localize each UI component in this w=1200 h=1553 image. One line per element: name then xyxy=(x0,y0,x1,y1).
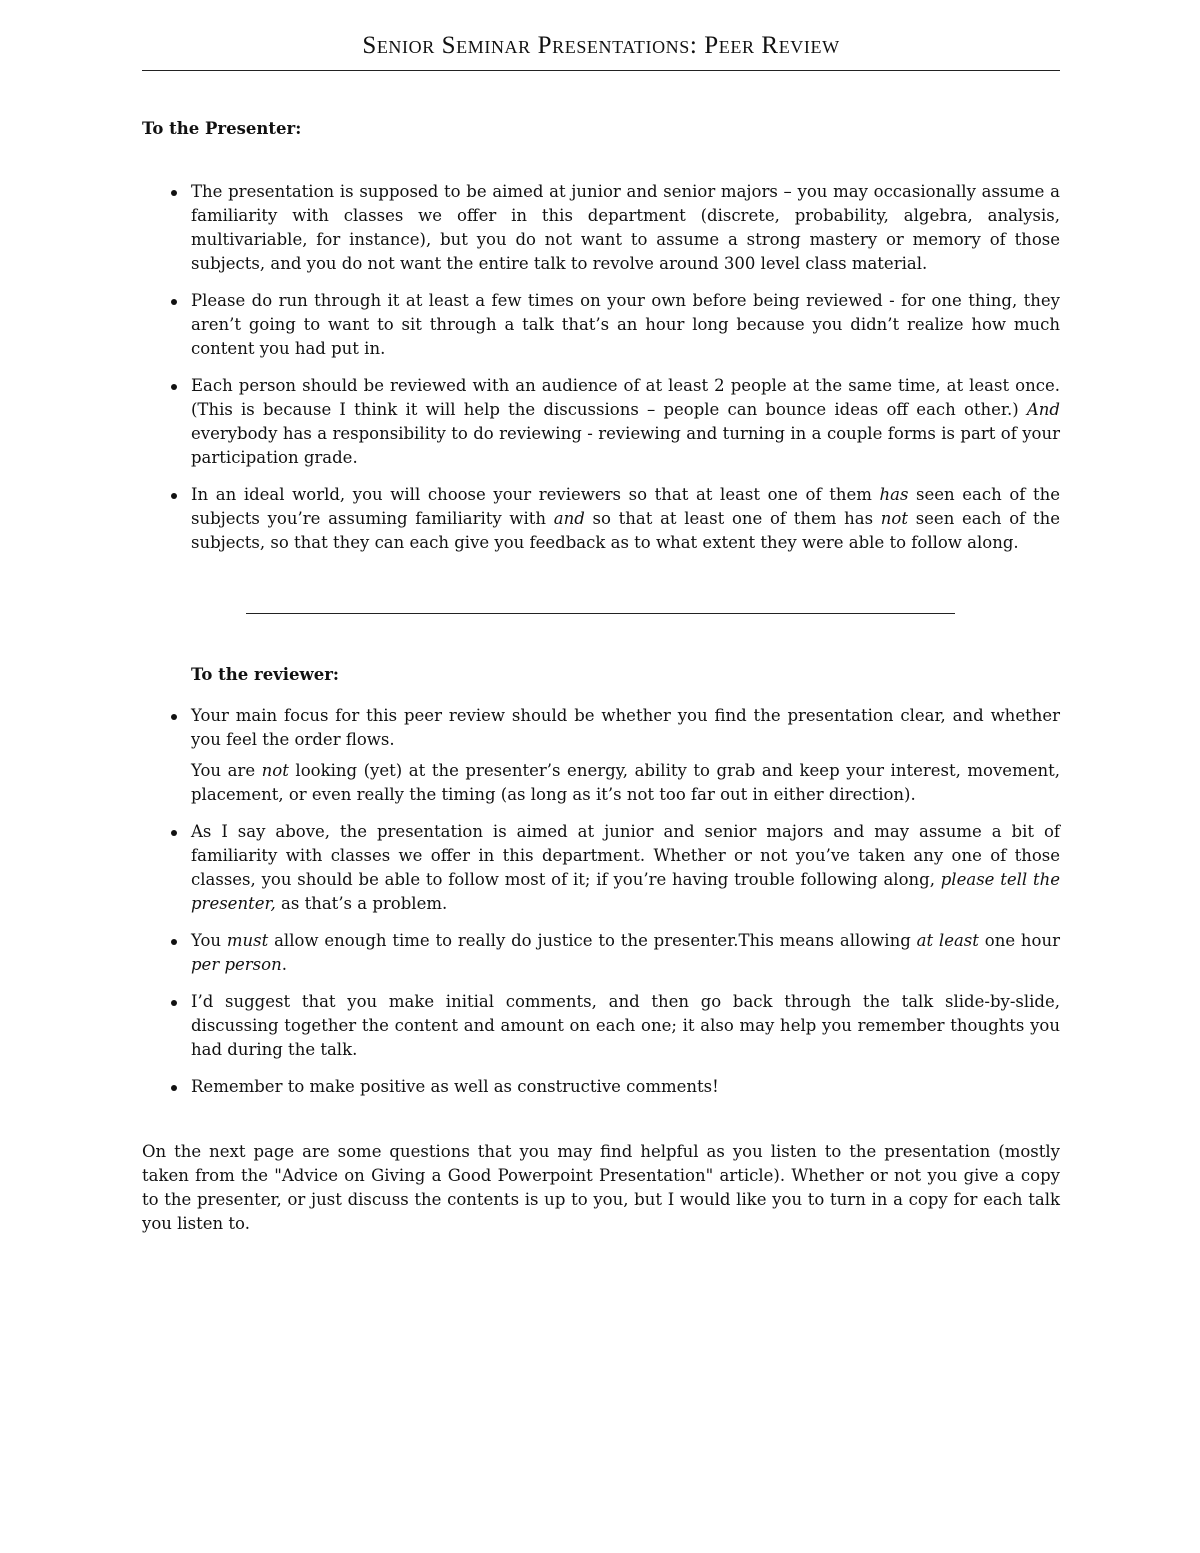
bullet-icon xyxy=(171,939,177,945)
bullet-icon xyxy=(171,1000,177,1006)
item-text: everybody has a responsibility to do reviewing - reviewing and turning in a couple forms is part of your participation grade. xyxy=(191,424,1060,467)
section-divider xyxy=(246,613,955,614)
bullet-icon xyxy=(171,830,177,836)
list-item xyxy=(166,180,1060,276)
presenter-list xyxy=(166,180,1060,568)
item-text: Please do run through it at least a few times on your own before being reviewed - for one thing, they aren’t going to want to sit through a talk that’s an hour long because you didn’t realize how much content you had put in. xyxy=(191,291,1060,358)
bullet-icon xyxy=(171,1085,177,1091)
bullet-icon xyxy=(171,190,177,196)
list-item xyxy=(166,704,1060,807)
list-item xyxy=(166,820,1060,916)
list-item xyxy=(166,374,1060,470)
item-emphasis: per person xyxy=(191,955,282,974)
item-text: The presentation is supposed to be aimed at junior and senior majors – you may occasionally assume a familiarity with classes we offer in this department (discrete, probability, algebra, analysis, multivariable, for instance), but you do not want to assume a strong mastery or memory of those subjects, and you do not want the entire talk to revolve around 300 level class material. xyxy=(191,182,1060,273)
presenter-heading: To the Presenter: xyxy=(142,119,302,138)
item-text: allow enough time to really do justice to the presenter.This means allowing xyxy=(268,931,917,950)
list-item xyxy=(166,929,1060,977)
item-subparagraph xyxy=(191,759,1060,807)
item-emphasis: and xyxy=(553,509,585,528)
list-item xyxy=(166,1075,1060,1099)
item-text: You xyxy=(191,931,227,950)
item-emphasis: And xyxy=(1026,400,1060,419)
bullet-icon xyxy=(171,493,177,499)
item-text: as that’s a problem. xyxy=(275,894,448,913)
item-emphasis: not xyxy=(880,509,908,528)
item-text: Each person should be reviewed with an audience of at least 2 people at the same time, at least once. (This is because I think it will help the discussions – people can bounce ideas off each other.) xyxy=(191,376,1060,419)
bullet-icon xyxy=(171,714,177,720)
item-emphasis: has xyxy=(879,485,909,504)
item-emphasis: please tell the presenter, xyxy=(191,870,1060,913)
bullet-icon xyxy=(171,384,177,390)
item-text: Your main focus for this peer review should be whether you find the presentation clear, and whether you feel the order flows. xyxy=(191,706,1060,749)
bullet-icon xyxy=(171,299,177,305)
item-emphasis: at least xyxy=(916,931,979,950)
item-text: I’d suggest that you make initial comments, and then go back through the talk slide-by-slide, discussing together the content and amount on each one; it also may help you remember thoughts you had during the talk. xyxy=(191,992,1060,1059)
list-item xyxy=(166,483,1060,555)
page-title: Senior Seminar Presentations: Peer Review xyxy=(362,32,840,59)
item-text: As I say above, the presentation is aimed at junior and senior majors and may assume a bit of familiarity with classes we offer in this department. Whether or not you’ve taken any one of those classes, you should be able to follow most of it; if you’re having trouble following along, xyxy=(191,822,1060,889)
title-rule xyxy=(142,70,1060,71)
item-text: . xyxy=(281,955,287,974)
closing-paragraph: On the next page are some questions that you may find helpful as you listen to the presentation (mostly taken from the "Advice on Giving a Good Powerpoint Presentation" article). Whether or not you give a copy to the presenter, or just discuss the contents is up to you, but I would like you to turn in a copy for each talk you listen to. xyxy=(142,1142,1060,1233)
list-item xyxy=(166,289,1060,361)
item-text: You are xyxy=(191,761,262,780)
item-text: so that at least one of them has xyxy=(584,509,881,528)
item-text: seen each of the subjects, so that they can each give you feedback as to what extent they were able to follow along. xyxy=(191,509,1060,552)
reviewer-heading: To the reviewer: xyxy=(191,665,340,684)
item-emphasis: must xyxy=(226,931,269,950)
item-emphasis: not xyxy=(261,761,289,780)
reviewer-list xyxy=(166,704,1060,1112)
item-text: In an ideal world, you will choose your reviewers so that at least one of them xyxy=(191,485,880,504)
item-text: Remember to make positive as well as constructive comments! xyxy=(191,1077,719,1096)
item-text: one hour xyxy=(978,931,1061,950)
item-text: looking (yet) at the presenter’s energy, ability to grab and keep your interest, movement, placement, or even really the timing (as long as it’s not too far out in either direction). xyxy=(191,761,1060,804)
item-text: seen each of the subjects you’re assuming familiarity with xyxy=(191,485,1060,528)
list-item xyxy=(166,990,1060,1062)
